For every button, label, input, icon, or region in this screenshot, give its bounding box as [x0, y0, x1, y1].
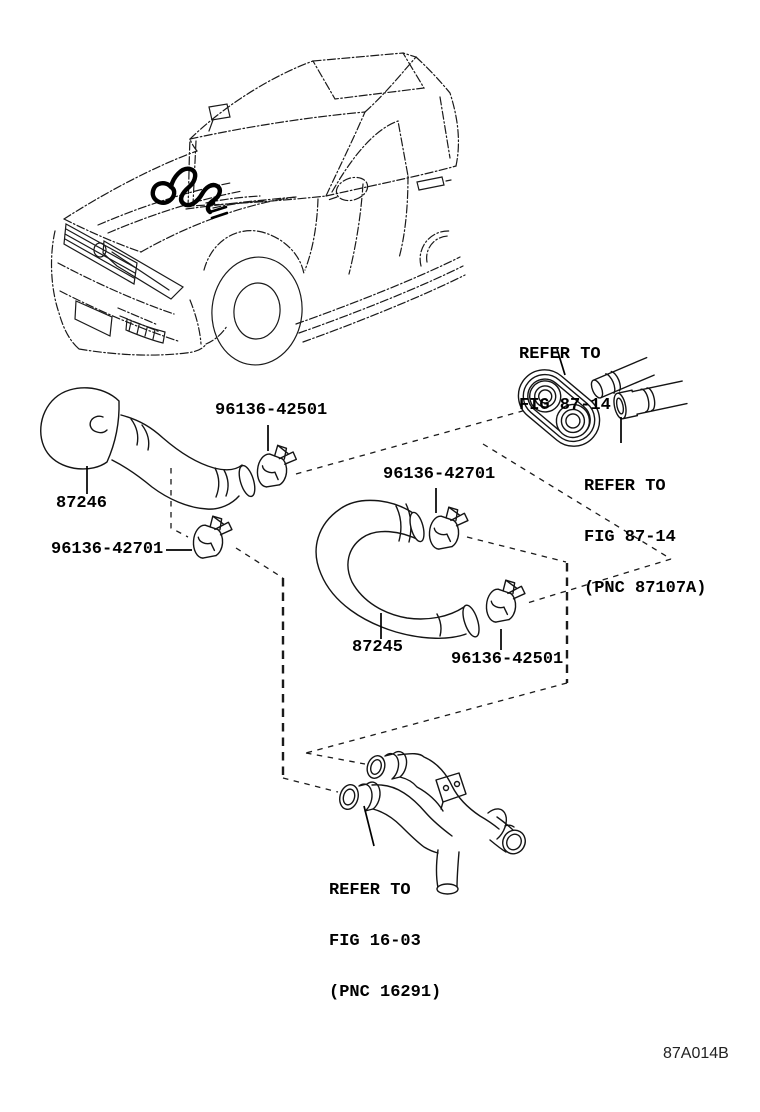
ref-line: FIG 87-14 [519, 396, 611, 415]
callout-ref-water-pipe [329, 848, 441, 1035]
callout-clamp-left: 96136-42701 [51, 540, 164, 559]
callout-clamp-top: 96136-42501 [215, 401, 328, 420]
callout-ref-heater-pipe [584, 444, 706, 631]
clamp-96136-42501-a [256, 444, 298, 490]
clamp-96136-42501-b [485, 579, 525, 624]
ref-line: REFER TO [584, 477, 666, 496]
hose-87245 [316, 500, 482, 638]
ref-line: REFER TO [519, 345, 601, 364]
hood-hose-highlight [153, 169, 227, 218]
callout-clamp-lower: 96136-42501 [451, 650, 564, 669]
ref-line: (PNC 16291) [329, 983, 442, 1002]
clamp-96136-42701-a [192, 515, 232, 560]
figure-code: 87A014B [663, 1045, 729, 1062]
ref-line: FIG 87-14 [584, 528, 676, 547]
ref-line: (PNC 87107A) [584, 579, 707, 598]
ref-line: REFER TO [329, 881, 411, 900]
clamp-96136-42701-b [428, 506, 468, 551]
callout-hose-87246: 87246 [56, 494, 108, 513]
callout-hose-87245: 87245 [352, 638, 404, 657]
callout-ref-heater-unit [519, 312, 611, 448]
callout-clamp-mid: 96136-42701 [383, 465, 496, 484]
ref-line: FIG 16-03 [329, 932, 421, 951]
heater-pipe-lower [612, 380, 687, 420]
car-illustration [52, 53, 465, 369]
